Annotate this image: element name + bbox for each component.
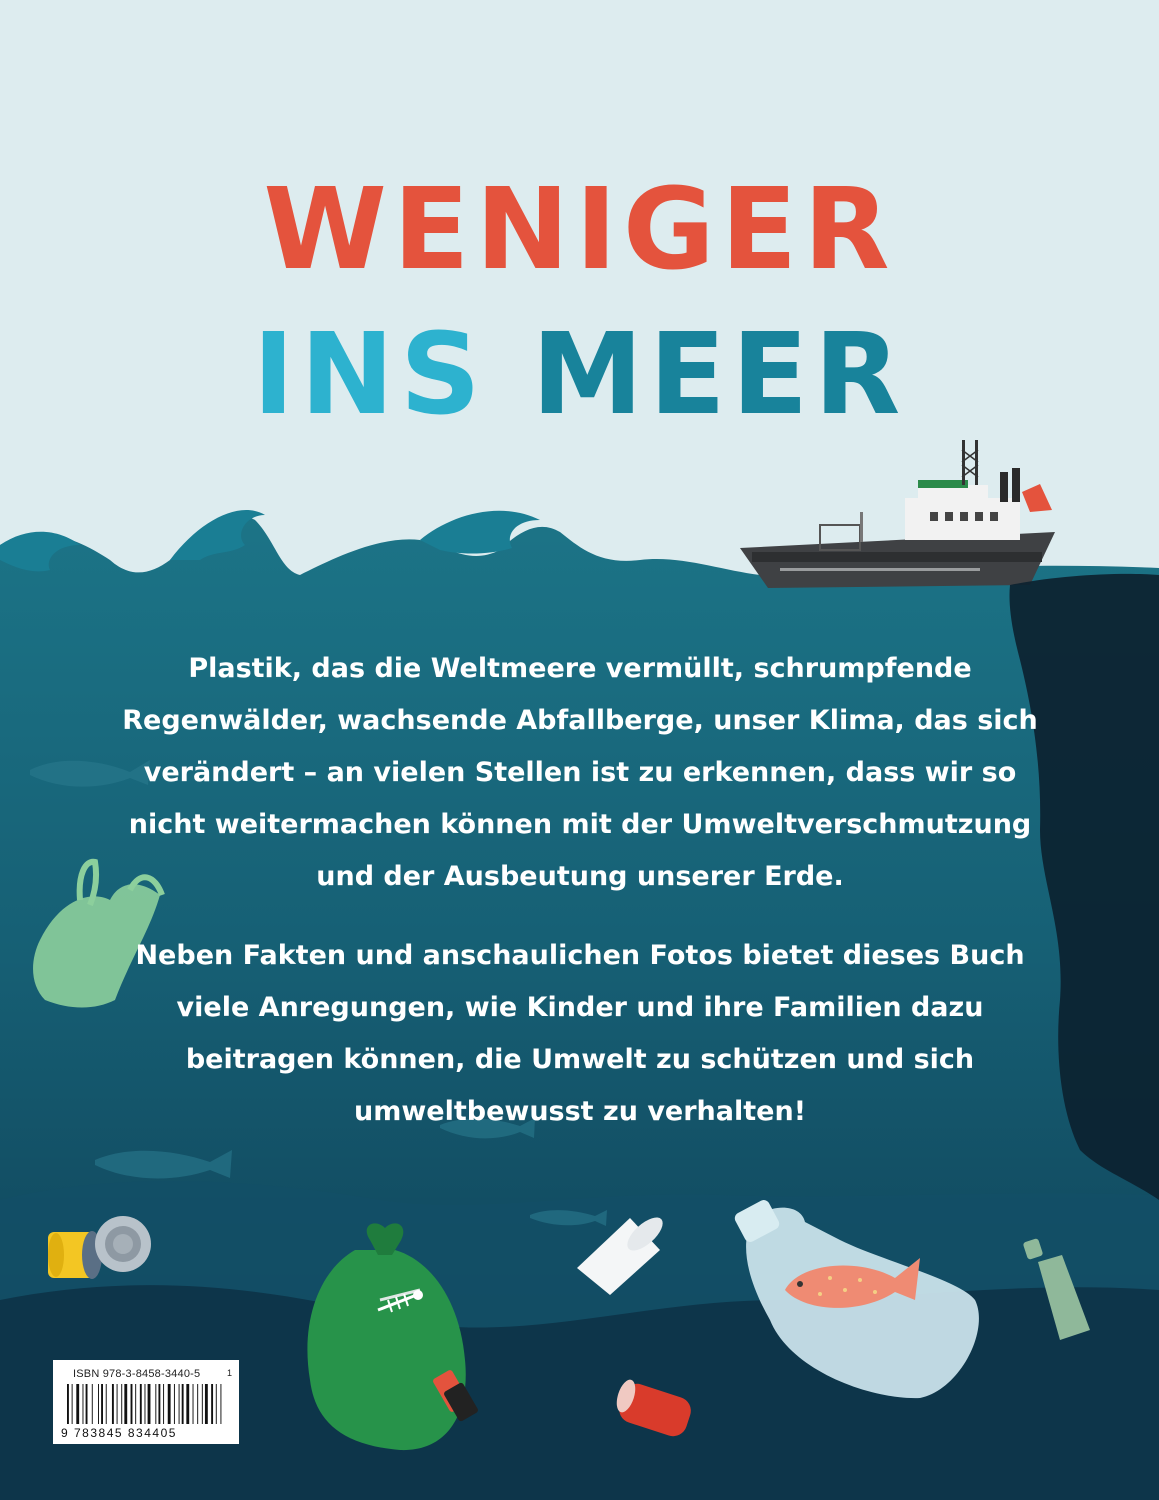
barcode-digits: 9 783845 834405	[61, 1426, 177, 1440]
barcode-label	[53, 1360, 239, 1444]
barcode-icon	[67, 1384, 227, 1426]
tin-can-icon	[48, 1231, 102, 1279]
title-word-ins: INS	[252, 310, 487, 440]
bottle-cap-icon	[95, 1216, 151, 1272]
ship-icon	[740, 440, 1055, 588]
isbn-addon: 1	[227, 1368, 233, 1378]
isbn-text: ISBN 978-3-8458-3440-5	[73, 1368, 201, 1380]
blurb-paragraph-2: Neben Fakten und anschaulichen Fotos bietet dieses Buch viele Anregungen, wie Kinder und ihre Familien dazu beitragen können, die Umwelt zu schützen und sich umweltbewusst zu verhalten!	[135, 940, 1025, 1127]
blurb-paragraph-1: Plastik, das die Weltmeere vermüllt, schrumpfende Regenwälder, wachsende Abfallberge, unser Klima, das sich verändert – an vielen Stellen ist zu erkennen, dass wir so nicht weitermachen können mit der Umweltverschmutzung und der Ausbeutung unserer Erde.	[122, 653, 1038, 892]
title-line-2	[0, 310, 1159, 440]
title-word-meer: MEER	[531, 310, 907, 440]
title-line-1	[0, 165, 1159, 295]
title-word-weniger: WENIGER	[263, 165, 896, 295]
